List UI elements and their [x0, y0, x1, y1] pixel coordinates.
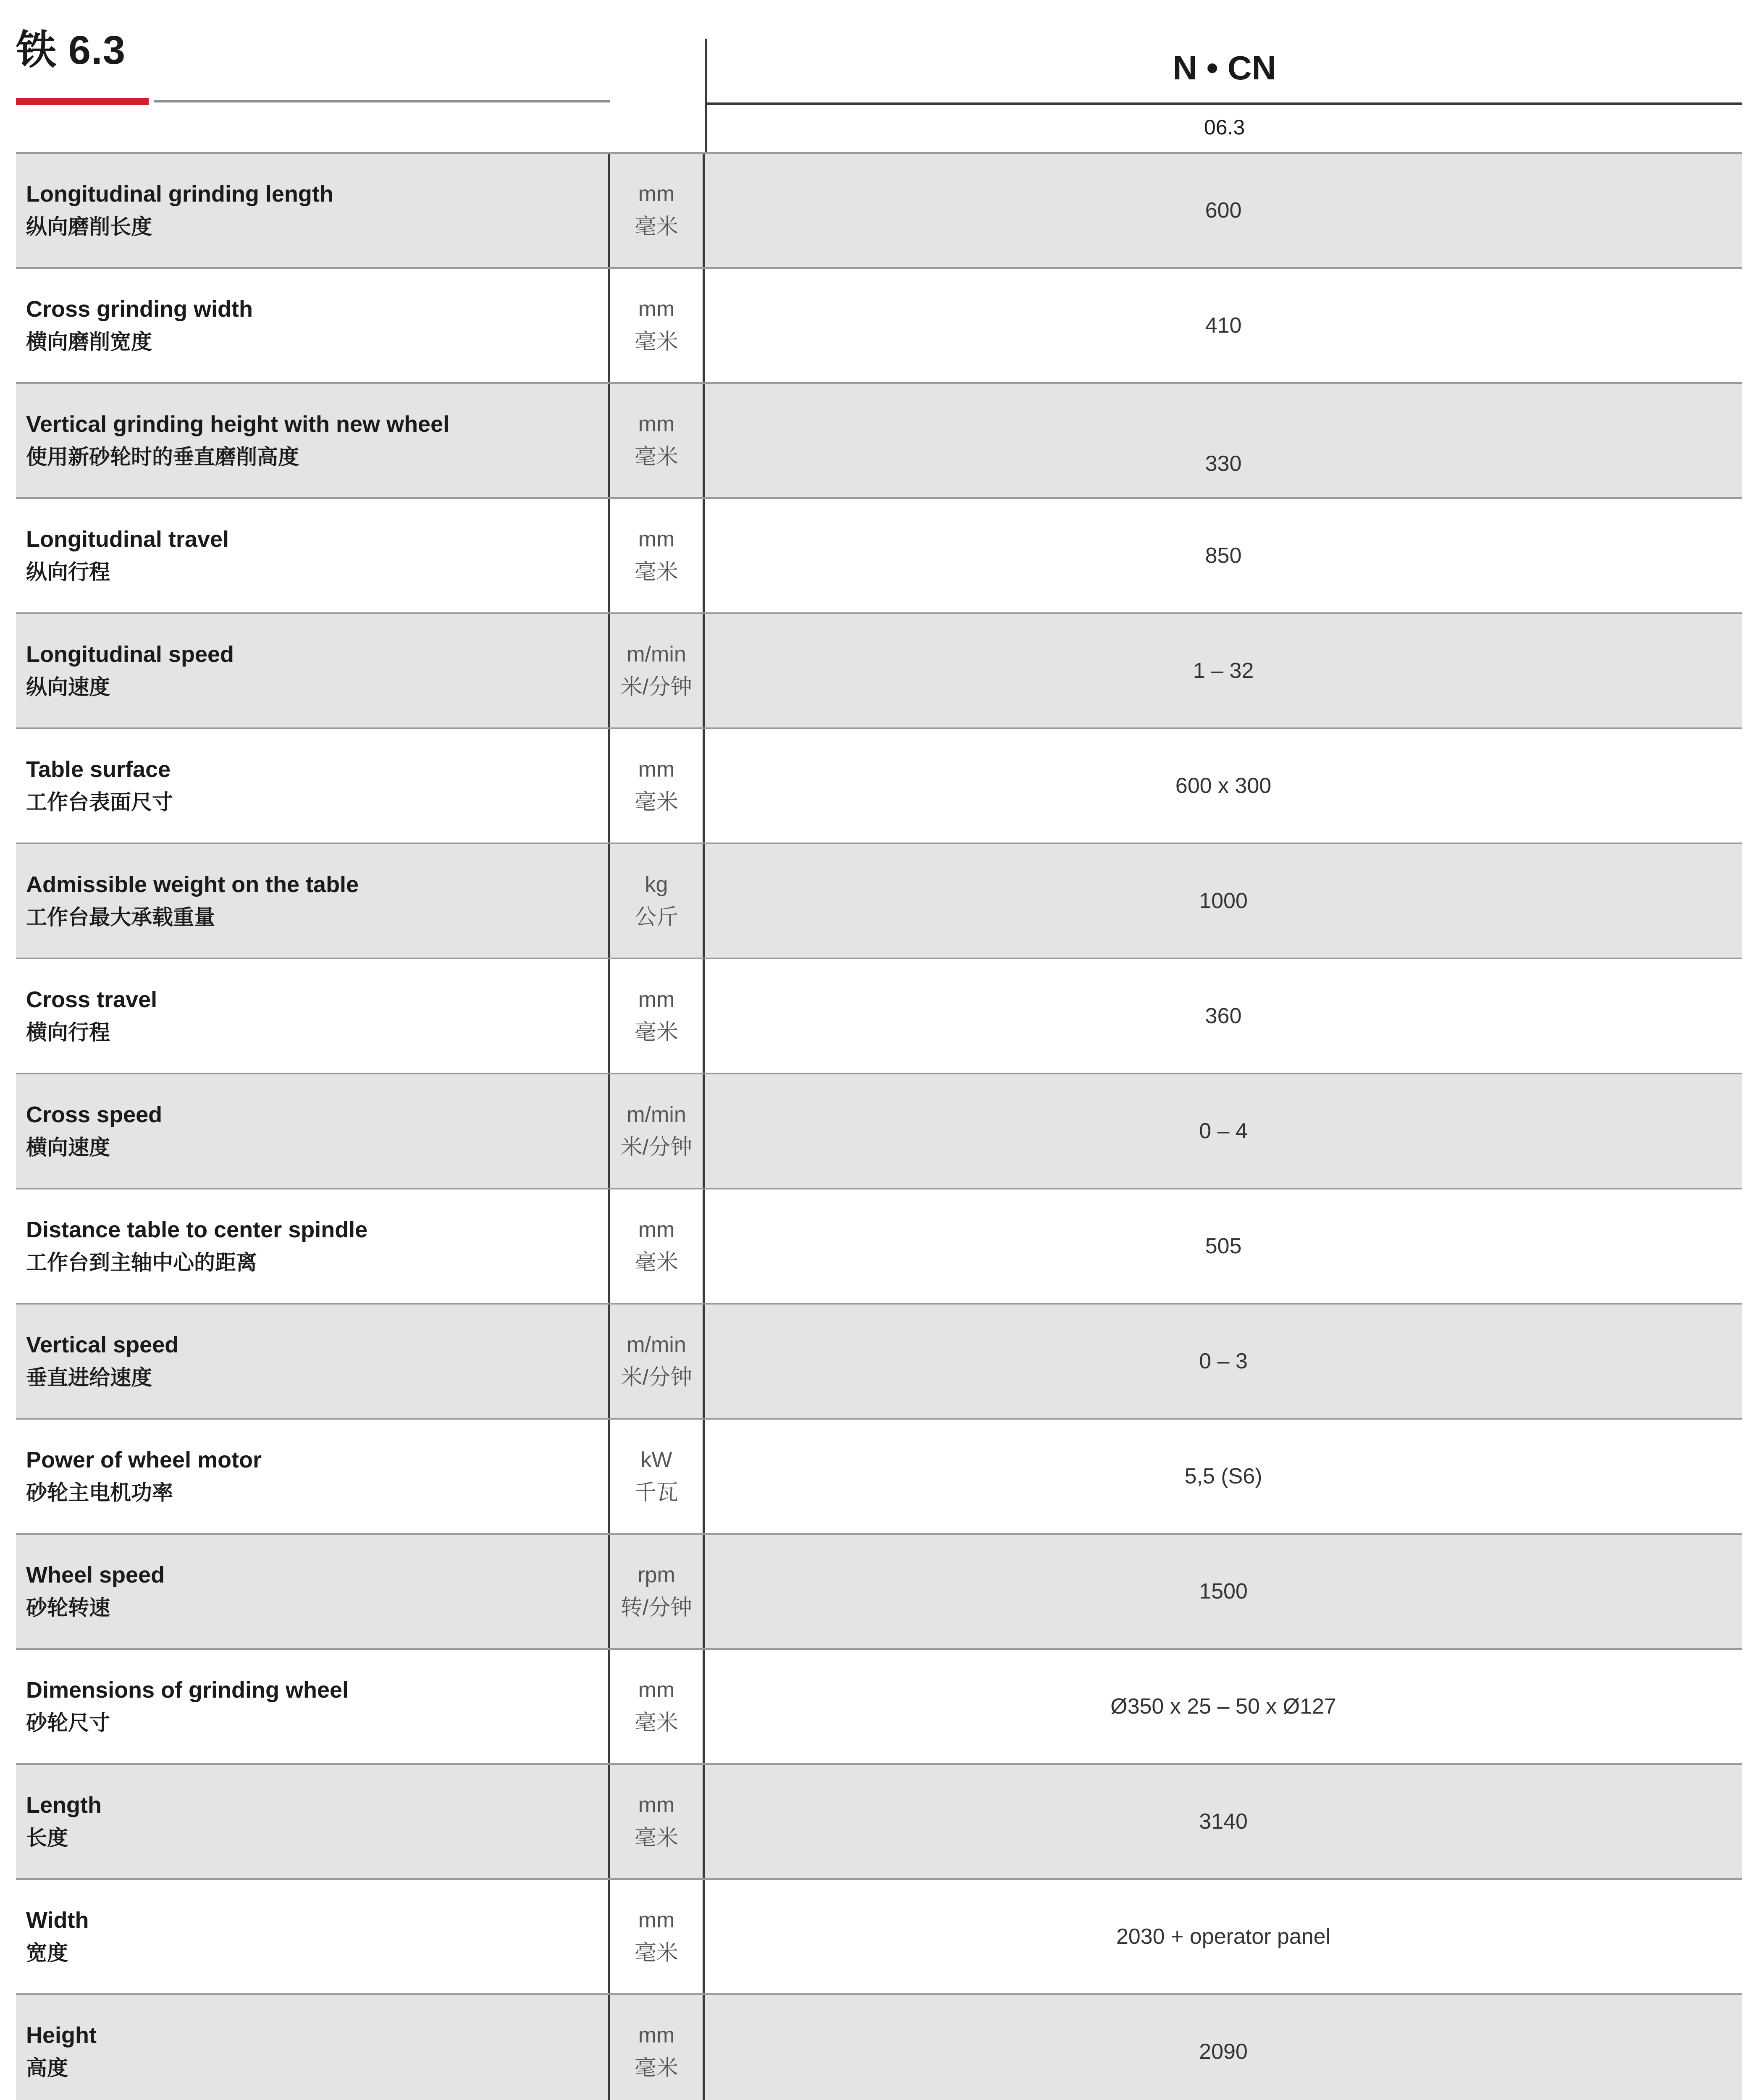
spec-unit-en: mm: [638, 1678, 675, 1702]
spec-unit-cell: [608, 1880, 705, 1993]
spec-value: 1 – 32: [1193, 659, 1254, 683]
spec-unit-en: rpm: [638, 1563, 675, 1587]
spec-unit-cell: [608, 729, 705, 843]
spec-name-cell: [16, 1189, 608, 1303]
spec-name-en: Height: [26, 2023, 97, 2048]
spec-name-en: Width: [26, 1908, 89, 1933]
spec-unit-en: mm: [638, 1793, 675, 1817]
spec-unit-cell: [608, 1650, 705, 1763]
spec-unit-cn: 毫米: [634, 215, 678, 239]
spec-value: Ø350 x 25 – 50 x Ø127: [1110, 1694, 1336, 1719]
spec-name-cn: 工作台表面尺寸: [26, 790, 173, 814]
spec-unit-cn: 米/分钟: [620, 1365, 693, 1390]
spec-unit-cn: 公斤: [634, 905, 678, 929]
spec-name-en: Admissible weight on the table: [26, 872, 359, 897]
spec-row: [16, 267, 1742, 382]
spec-name-cn: 纵向行程: [26, 560, 110, 584]
page-title: 铁 6.3: [16, 28, 126, 73]
spec-value: 1000: [1199, 889, 1248, 913]
spec-name-cell: [16, 614, 608, 727]
spec-row: [16, 1648, 1742, 1763]
spec-unit-cell: [608, 1074, 705, 1188]
spec-name-en: Wheel speed: [26, 1562, 165, 1588]
spec-table: [16, 152, 1742, 2100]
spec-name-en: Cross grinding width: [26, 297, 253, 322]
spec-unit-en: mm: [638, 1908, 675, 1932]
spec-unit-cell: [608, 1305, 705, 1418]
spec-unit-en: kg: [645, 872, 668, 897]
spec-unit-en: mm: [638, 412, 675, 436]
spec-unit-en: mm: [638, 987, 675, 1012]
spec-name-cn: 砂轮转速: [26, 1596, 110, 1620]
spec-value: 1500: [1199, 1579, 1248, 1604]
spec-unit-cn: 毫米: [634, 560, 678, 584]
spec-unit-en: mm: [638, 182, 675, 206]
model-name: N • CN: [1173, 49, 1276, 87]
spec-row: [16, 1533, 1742, 1648]
spec-row: [16, 1763, 1742, 1878]
spec-name-cell: [16, 1305, 608, 1418]
spec-unit-en: m/min: [627, 642, 686, 667]
spec-name-cell: [16, 269, 608, 382]
spec-value: 0 – 4: [1199, 1119, 1248, 1143]
spec-unit-cn: 毫米: [634, 1711, 678, 1735]
spec-name-cn: 纵向磨削长度: [26, 215, 152, 239]
spec-value: 360: [1205, 1004, 1242, 1028]
spec-unit-cell: [608, 499, 705, 612]
spec-unit-en: mm: [638, 527, 675, 551]
submodel-name: 06.3: [1204, 116, 1245, 139]
title-accent-bar: [16, 98, 149, 105]
spec-unit-cn: 千瓦: [634, 1480, 678, 1505]
spec-name-cell: [16, 1420, 608, 1533]
spec-row: [16, 382, 1742, 497]
spec-name-en: Length: [26, 1793, 102, 1818]
spec-unit-en: mm: [638, 757, 675, 782]
spec-name-cn: 垂直进给速度: [26, 1366, 152, 1389]
spec-name-cell: [16, 1650, 608, 1763]
spec-name-cn: 砂轮主电机功率: [26, 1481, 173, 1504]
spec-unit-cn: 毫米: [634, 2056, 678, 2080]
spec-row: [16, 958, 1742, 1073]
spec-name-cell: [16, 154, 608, 267]
spec-unit-cell: [608, 269, 705, 382]
spec-row: [16, 497, 1742, 612]
spec-row: [16, 727, 1742, 843]
spec-value: 2090: [1199, 2040, 1248, 2064]
spec-row: [16, 1188, 1742, 1303]
spec-row: [16, 1878, 1742, 1993]
spec-unit-cn: 毫米: [634, 1826, 678, 1850]
spec-name-cell: [16, 1535, 608, 1648]
spec-unit-cell: [608, 1535, 705, 1648]
spec-unit-cn: 毫米: [634, 790, 678, 814]
spec-row: [16, 1418, 1742, 1533]
spec-value: 3140: [1199, 1809, 1248, 1834]
spec-name-en: Cross speed: [26, 1102, 163, 1127]
spec-name-cell: [16, 844, 608, 958]
spec-name-en: Distance table to center spindle: [26, 1217, 368, 1242]
spec-name-cn: 使用新砂轮时的垂直磨削高度: [26, 445, 299, 469]
spec-name-cell: [16, 729, 608, 843]
spec-unit-cell: [608, 614, 705, 727]
spec-row: [16, 152, 1742, 267]
title-underline: [154, 100, 610, 102]
spec-name-cell: [16, 499, 608, 612]
spec-value: 600: [1205, 198, 1242, 223]
spec-unit-cn: 米/分钟: [620, 1135, 693, 1160]
spec-unit-cn: 毫米: [634, 445, 678, 469]
spec-unit-cell: [608, 1420, 705, 1533]
spec-unit-cell: [608, 384, 705, 497]
spec-unit-cell: [608, 844, 705, 958]
spec-row: [16, 1073, 1742, 1188]
spec-name-en: Vertical grinding height with new wheel: [26, 412, 450, 437]
spec-name-en: Longitudinal grinding length: [26, 181, 333, 207]
spec-name-en: Vertical speed: [26, 1332, 179, 1357]
spec-name-en: Power of wheel motor: [26, 1447, 262, 1473]
spec-name-en: Dimensions of grinding wheel: [26, 1677, 349, 1703]
spec-row: [16, 1993, 1742, 2100]
spec-name-en: Table surface: [26, 757, 171, 782]
spec-name-cn: 纵向速度: [26, 675, 110, 699]
spec-unit-en: m/min: [627, 1333, 686, 1357]
spec-name-en: Cross travel: [26, 987, 157, 1012]
spec-unit-cn: 毫米: [634, 330, 678, 354]
spec-value: 505: [1205, 1234, 1242, 1258]
spec-value: 0 – 3: [1199, 1349, 1248, 1373]
spec-unit-cn: 米/分钟: [620, 675, 693, 699]
spec-row: [16, 1303, 1742, 1418]
spec-name-cell: [16, 959, 608, 1073]
spec-name-cn: 宽度: [26, 1941, 68, 1965]
spec-value: 2030 + operator panel: [1116, 1924, 1331, 1949]
spec-unit-cell: [608, 1995, 705, 2100]
spec-name-cn: 砂轮尺寸: [26, 1711, 110, 1735]
spec-value: 600 x 300: [1175, 774, 1272, 798]
spec-name-cell: [16, 1074, 608, 1188]
spec-name-cn: 横向速度: [26, 1136, 110, 1159]
spec-name-cn: 工作台最大承载重量: [26, 906, 215, 929]
spec-unit-en: mm: [638, 297, 675, 321]
spec-unit-en: kW: [640, 1448, 672, 1472]
spec-unit-cn: 毫米: [634, 1250, 678, 1275]
spec-value: 410: [1205, 313, 1242, 338]
spec-unit-cell: [608, 959, 705, 1073]
model-underline: [707, 102, 1742, 105]
spec-name-cn: 横向磨削宽度: [26, 330, 152, 354]
spec-unit-cell: [608, 1189, 705, 1303]
spec-unit-cn: 转/分钟: [620, 1596, 693, 1620]
spec-name-cn: 高度: [26, 2056, 68, 2080]
spec-unit-en: mm: [638, 1218, 675, 1242]
spec-unit-cell: [608, 154, 705, 267]
spec-value: 5,5 (S6): [1184, 1464, 1262, 1488]
spec-value: 850: [1205, 543, 1242, 568]
spec-unit-en: mm: [638, 2023, 675, 2048]
spec-name-cell: [16, 1765, 608, 1878]
spec-row: [16, 612, 1742, 727]
spec-unit-cell: [608, 1765, 705, 1878]
spec-name-cell: [16, 1995, 608, 2100]
spec-unit-cn: 毫米: [634, 1941, 678, 1965]
spec-name-cn: 工作台到主轴中心的距离: [26, 1251, 257, 1274]
spec-unit-cn: 毫米: [634, 1020, 678, 1045]
spec-name-en: Longitudinal travel: [26, 527, 229, 552]
spec-row: [16, 843, 1742, 958]
spec-name-cn: 横向行程: [26, 1021, 110, 1044]
spec-value: 330: [1205, 452, 1242, 476]
spec-unit-en: m/min: [627, 1102, 686, 1127]
spec-name-cn: 长度: [26, 1826, 68, 1850]
spec-name-cell: [16, 1880, 608, 1993]
spec-name-en: Longitudinal speed: [26, 642, 234, 667]
spec-name-cell: [16, 384, 608, 497]
